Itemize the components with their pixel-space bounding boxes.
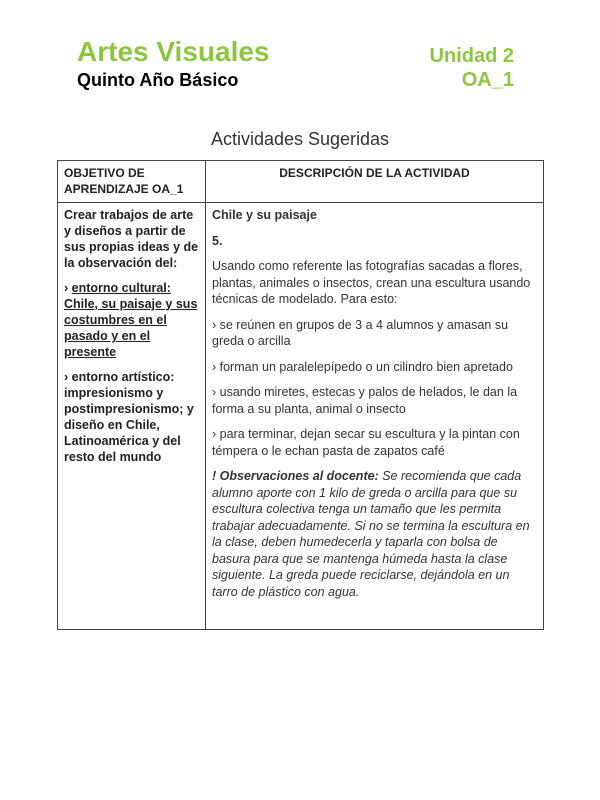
observation-label: ! Observaciones al docente:	[212, 469, 379, 483]
activity-step: › forman un paralelepípedo o un cilindro bien apretado	[212, 359, 513, 374]
activity-title: Chile y su paisaje	[212, 208, 317, 222]
table-row	[58, 203, 544, 630]
activity-step: › para terminar, dejan secar su escultura y la pintan con témpera o le echan pasta de zapatos café	[212, 427, 520, 458]
activity-description: Usando como referente las fotografías sacadas a flores, plantas, animales o insectos, crean una escultura usando técnicas de modelado. Para esto:	[212, 259, 531, 306]
objective-artistic: › entorno artístico: impresionismo y postimpresionismo; y diseño en Chile, Latinoamérica y del resto del mundo	[64, 370, 194, 464]
teacher-observation	[212, 468, 537, 600]
section-title: Actividades Sugeridas	[210, 129, 390, 149]
bullet-glyph: ›	[64, 281, 72, 295]
document-title: Artes Visuales	[77, 36, 270, 67]
objective-cultural-text: entorno cultural: Chile, su paisaje y sus costumbres en el pasado y en el presente	[64, 281, 198, 359]
activity-step: › se reúnen en grupos de 3 a 4 alumnos y amasan su greda o arcilla	[212, 317, 509, 348]
activity-step: › usando miretes, estecas y palos de helados, le dan la forma a su planta, animal o insecto	[212, 385, 518, 416]
description-column-header: DESCRIPCIÓN DE LA ACTIVIDAD	[206, 161, 544, 203]
oa-label: OA_1	[461, 69, 514, 91]
objective-column-header: OBJETIVO DE APRENDIZAJE OA_1	[58, 161, 206, 203]
table-header-row	[58, 161, 544, 203]
unit-label: Unidad 2	[429, 45, 514, 67]
activity-number: 5.	[212, 233, 223, 248]
activity-cell	[206, 203, 544, 630]
objective-cell	[58, 203, 206, 630]
activities-table	[57, 160, 544, 630]
objective-intro: Crear trabajos de arte y diseños a partir de sus propias ideas y de la observación del:	[64, 208, 199, 270]
observation-text: Se recomienda que cada alumno aporte con 1 kilo de greda o arcilla para que su escultura colectiva tenga un tamaño que les permita trabajar adecuadamente. Si no se termina la escultura en la clase, deben humedecerla y taparla con bolsa de basura para que se mantenga húmeda hasta la clase siguiente. La greda puede reciclarse, dejándola en un tarro de plástico con agua.	[212, 469, 530, 599]
grade-subtitle: Quinto Año Básico	[77, 70, 239, 90]
objective-cultural	[64, 280, 199, 360]
